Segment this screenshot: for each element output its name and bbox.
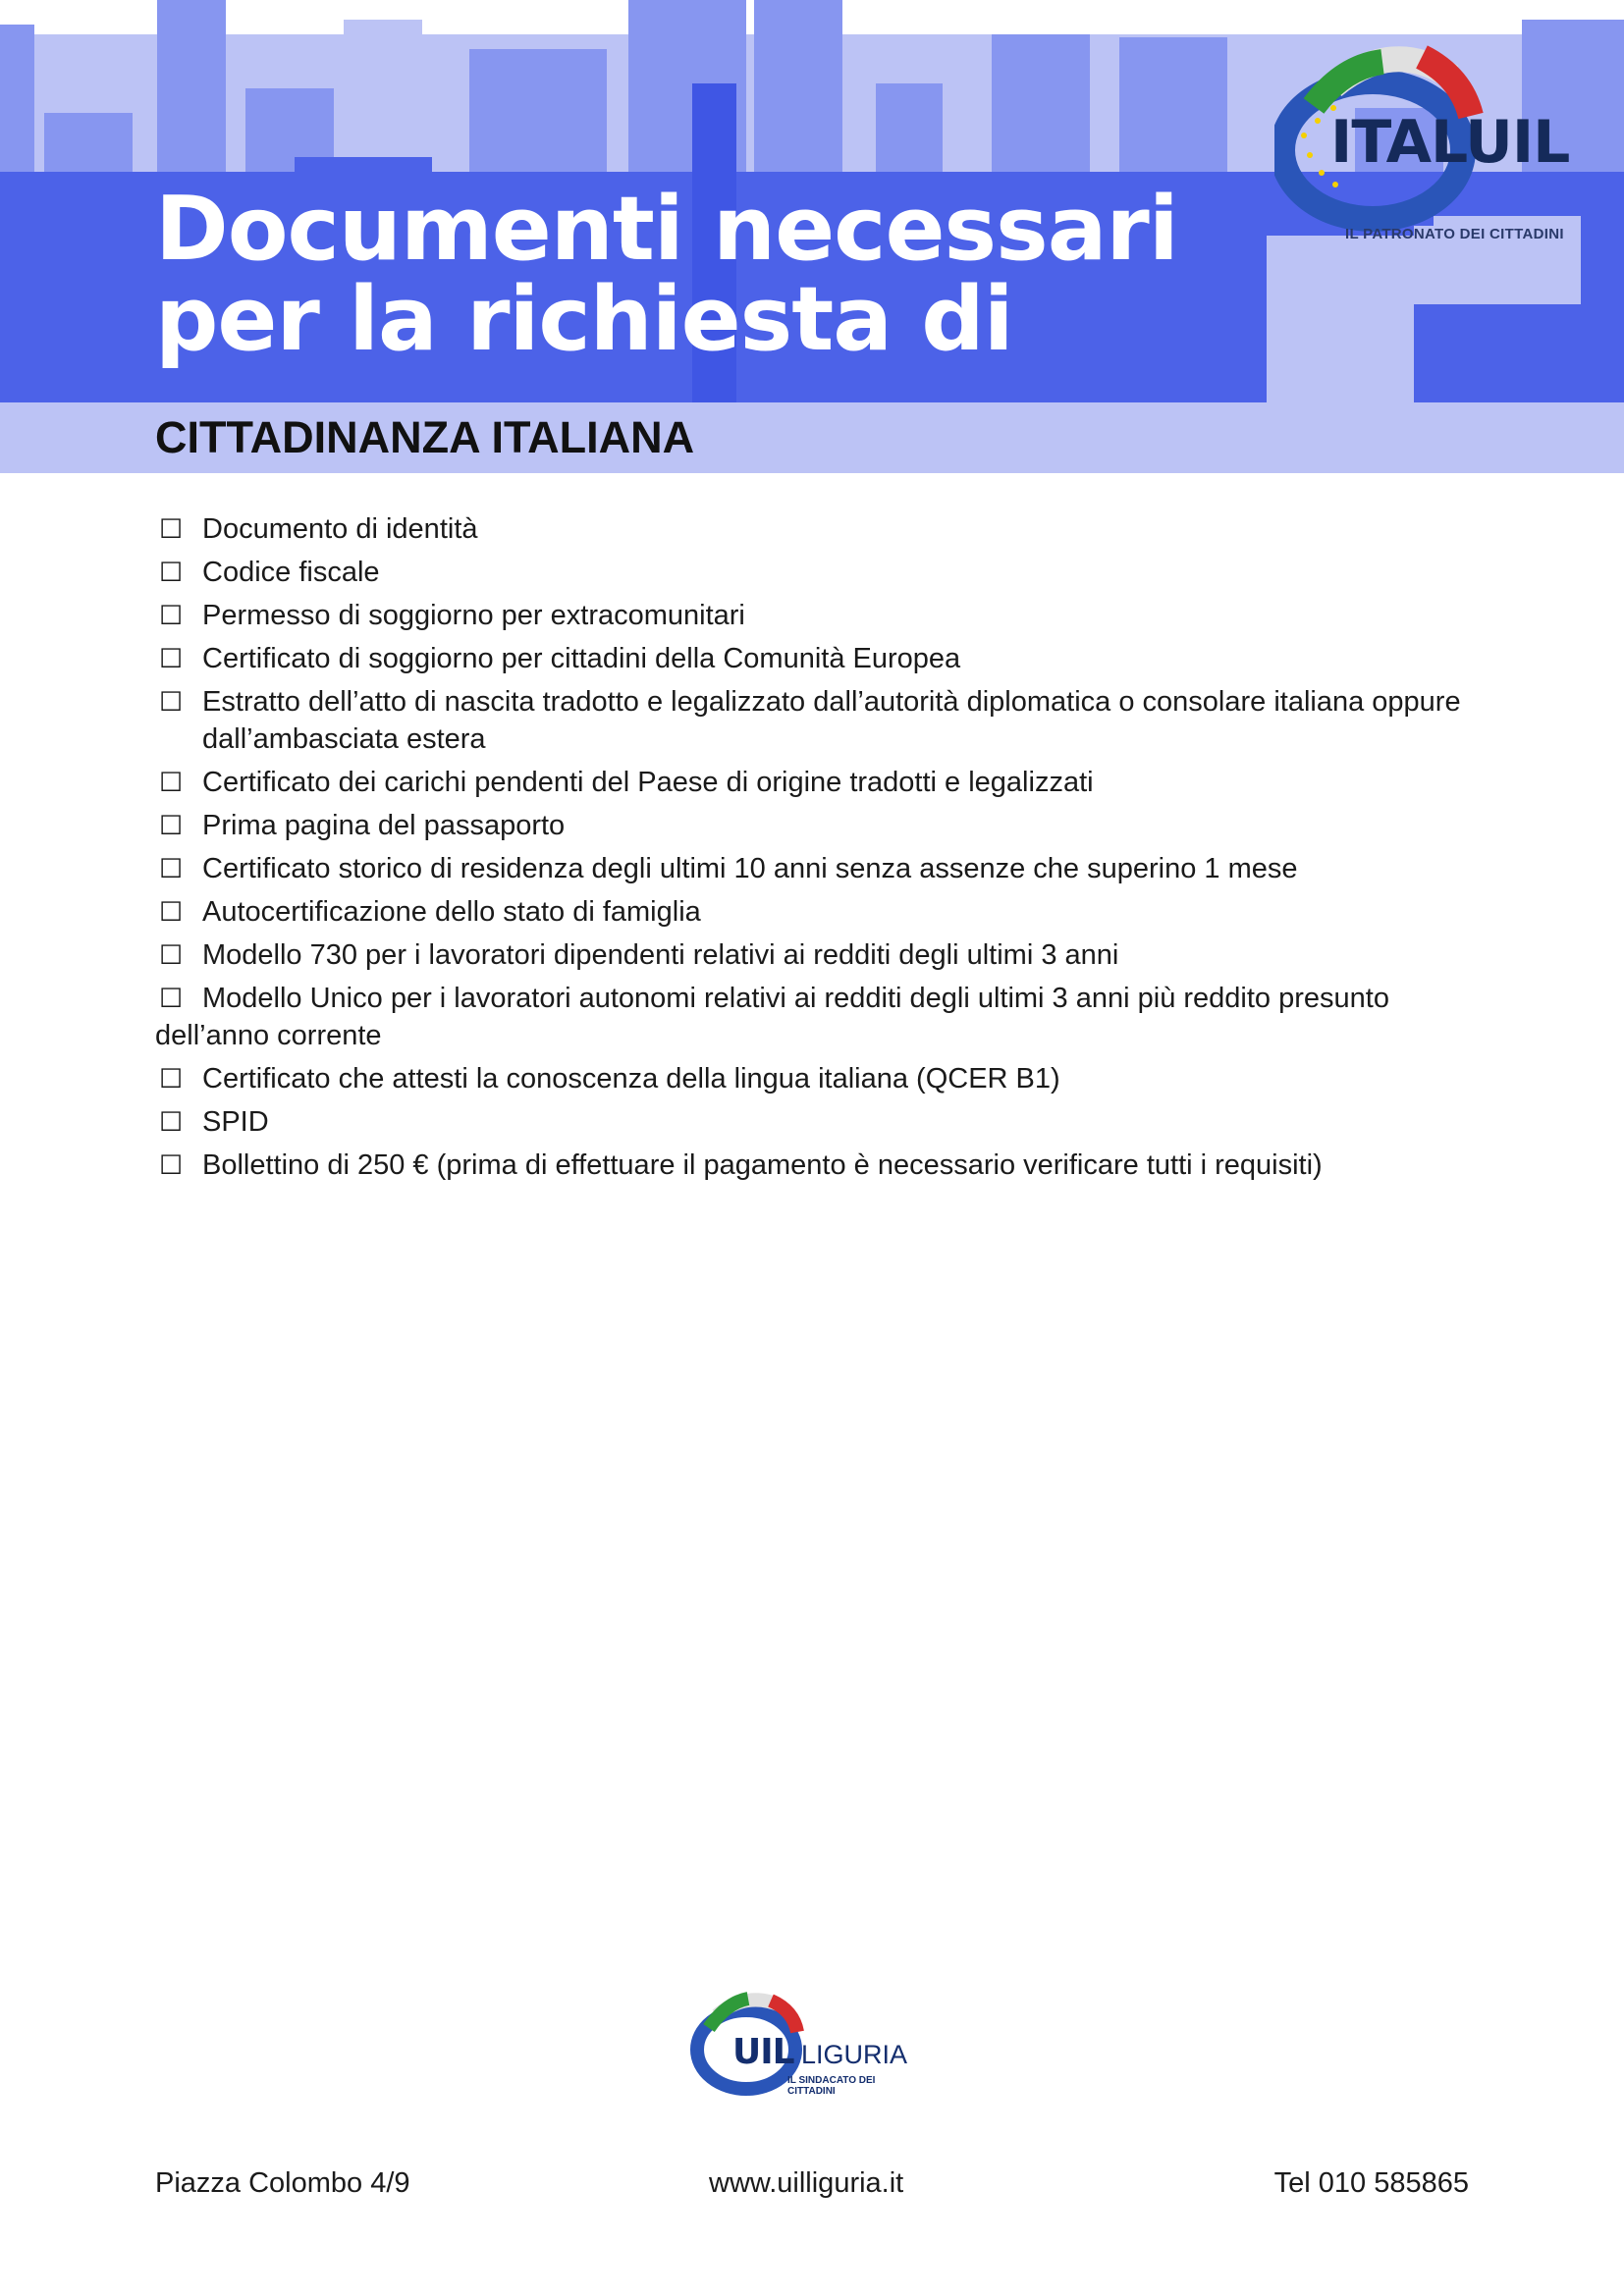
title-line-1: Documenti necessari xyxy=(155,178,1178,281)
checklist-item-text: Certificato di soggiorno per cittadini della Comunità Europea xyxy=(202,643,961,674)
checklist-item-text: Codice fiscale xyxy=(202,557,380,588)
checklist-item-text: Prima pagina del passaporto xyxy=(202,810,566,841)
checkbox-icon[interactable]: ☐ xyxy=(159,601,184,630)
header-banner xyxy=(0,0,1624,402)
checklist-item xyxy=(155,850,1490,887)
checklist-item xyxy=(155,807,1490,844)
italuil-logo xyxy=(1274,37,1598,243)
checklist-item-text: Bollettino di 250 € (prima di effettuare il pagamento è necessario verificare tutti i requisiti) xyxy=(202,1149,1323,1181)
uil-tagline: IL SINDACATO DEI CITTADINI xyxy=(787,2075,876,2097)
uil-logo-text: UIL xyxy=(732,2032,794,2072)
checklist-item xyxy=(155,1103,1490,1141)
document-checklist xyxy=(155,510,1490,1190)
page-title xyxy=(155,178,1178,371)
checklist-item xyxy=(155,683,1490,758)
checklist-item-text: Modello 730 per i lavoratori dipendenti relativi ai redditi degli ultimi 3 anni xyxy=(202,939,1119,971)
checkbox-icon[interactable]: ☐ xyxy=(159,514,184,544)
checkbox-icon[interactable]: ☐ xyxy=(159,854,184,883)
checkbox-icon[interactable]: ☐ xyxy=(159,1107,184,1137)
footer-phone: Tel 010 585865 xyxy=(1273,2167,1469,2199)
checkbox-icon[interactable]: ☐ xyxy=(159,687,184,717)
checkbox-icon[interactable]: ☐ xyxy=(159,1150,184,1180)
checkbox-icon[interactable]: ☐ xyxy=(159,811,184,840)
footer-website[interactable]: www.uilliguria.it xyxy=(709,2167,904,2199)
checklist-item-text: Documento di identità xyxy=(202,513,478,545)
checklist-item xyxy=(155,1060,1490,1097)
checklist-item-text: SPID xyxy=(202,1106,269,1138)
checklist-item xyxy=(155,936,1490,974)
checklist-item-text: Certificato storico di residenza degli ultimi 10 anni senza assenze che superino 1 mese xyxy=(202,853,1298,884)
checklist-item-text: Certificato dei carichi pendenti del Paese di origine tradotti e legalizzati xyxy=(202,767,1094,798)
checkbox-icon[interactable]: ☐ xyxy=(159,984,184,1013)
checklist-item xyxy=(155,554,1490,591)
checklist-item xyxy=(155,980,1490,1054)
checklist-item-text: Estratto dell’atto di nascita tradotto e legalizzato dall’autorità diplomatica o consolare italiana oppure dall’ambasciata estera xyxy=(202,686,1461,755)
checkbox-icon[interactable]: ☐ xyxy=(159,940,184,970)
checkbox-icon[interactable]: ☐ xyxy=(159,1064,184,1094)
checkbox-icon[interactable]: ☐ xyxy=(159,558,184,587)
checklist-item-text: Modello Unico per i lavoratori autonomi relativi ai redditi degli ultimi 3 anni più reddito presunto dell’anno corrente xyxy=(155,983,1389,1051)
footer-address: Piazza Colombo 4/9 xyxy=(155,2167,410,2199)
checklist-item xyxy=(155,510,1490,548)
checklist-item xyxy=(155,1147,1490,1184)
checkbox-icon[interactable]: ☐ xyxy=(159,768,184,797)
checklist-item-text: Autocertificazione dello stato di famiglia xyxy=(202,896,701,928)
checkbox-icon[interactable]: ☐ xyxy=(159,897,184,927)
checklist-item xyxy=(155,597,1490,634)
page-subtitle: CITTADINANZA ITALIANA xyxy=(155,412,695,462)
checklist-item-text: Certificato che attesti la conoscenza della lingua italiana (QCER B1) xyxy=(202,1063,1060,1095)
checkbox-icon[interactable]: ☐ xyxy=(159,644,184,673)
liguria-logo-text: LIGURIA xyxy=(801,2040,908,2069)
title-line-2: per la richiesta di xyxy=(155,268,1013,371)
checklist-item xyxy=(155,764,1490,801)
checklist-item xyxy=(155,640,1490,677)
italuil-logo-name: ITALUIL xyxy=(1330,108,1570,177)
checklist-item xyxy=(155,893,1490,931)
checklist-item-text: Permesso di soggiorno per extracomunitari xyxy=(202,600,745,631)
italuil-tagline: IL PATRONATO DEI CITTADINI xyxy=(1345,226,1564,242)
uil-liguria-logo xyxy=(687,1981,923,2099)
